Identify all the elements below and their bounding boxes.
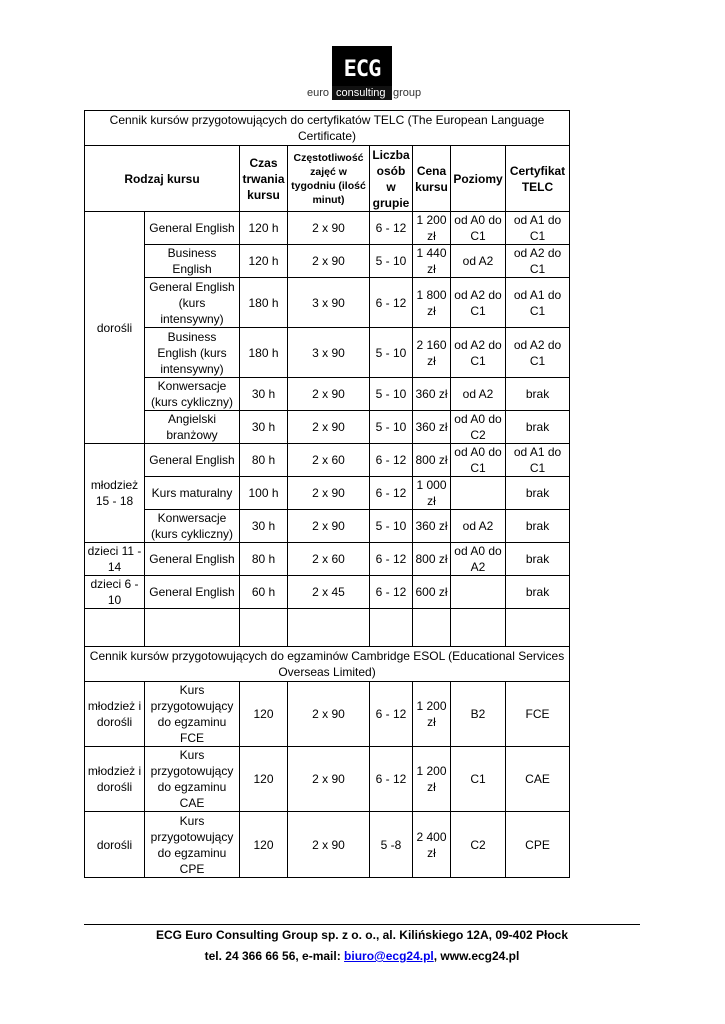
table-row <box>85 576 570 609</box>
table-row <box>85 747 570 812</box>
certificate-cell: od A1 do C1 <box>506 444 570 477</box>
course-name: Kurs przygotowujący do egzaminu CPE <box>145 812 240 878</box>
certificate-cell: brak <box>506 378 570 411</box>
group-children-11-14: dzieci 11 - 14 <box>85 543 145 576</box>
price-table <box>84 110 570 878</box>
footer-divider <box>84 924 640 925</box>
price-cell: 2 400 zł <box>413 812 451 878</box>
certificate-cell: brak <box>506 543 570 576</box>
group-youth: młodzież 15 - 18 <box>85 444 145 543</box>
header-duration: Czas trwania kursu <box>240 146 288 212</box>
price-cell: 360 zł <box>413 510 451 543</box>
table-row <box>85 378 570 411</box>
duration-cell: 180 h <box>240 328 288 378</box>
table-row <box>85 212 570 245</box>
header-levels: Poziomy <box>451 146 506 212</box>
frequency-cell: 3 x 90 <box>288 278 370 328</box>
course-name: Kurs maturalny <box>145 477 240 510</box>
group-size-cell: 5 - 10 <box>370 378 413 411</box>
certificate-cell: brak <box>506 576 570 609</box>
levels-cell: od A2 <box>451 245 506 278</box>
esol-section-title: Cennik kursów przygotowujących do egzaminów Cambridge ESOL (Educational Services Overseas Limited) <box>85 647 570 682</box>
duration-cell: 60 h <box>240 576 288 609</box>
price-cell: 1 440 zł <box>413 245 451 278</box>
table-row <box>85 411 570 444</box>
course-name: General English <box>145 543 240 576</box>
group-cell: młodzież i dorośli <box>85 747 145 812</box>
esol-title-row <box>85 647 570 682</box>
frequency-cell: 2 x 45 <box>288 576 370 609</box>
group-size-cell: 6 - 12 <box>370 576 413 609</box>
company-logo <box>306 46 422 106</box>
course-name: General English <box>145 212 240 245</box>
duration-cell: 30 h <box>240 510 288 543</box>
frequency-cell: 2 x 90 <box>288 477 370 510</box>
table-row <box>85 278 570 328</box>
price-cell: 800 zł <box>413 444 451 477</box>
price-cell: 1 200 zł <box>413 682 451 747</box>
price-cell: 1 200 zł <box>413 212 451 245</box>
group-size-cell: 6 - 12 <box>370 278 413 328</box>
levels-cell: od A0 do A2 <box>451 543 506 576</box>
header-group-size: Liczba osób w grupie <box>370 146 413 212</box>
course-name: Kurs przygotowujący do egzaminu FCE <box>145 682 240 747</box>
price-cell: 360 zł <box>413 378 451 411</box>
table-row <box>85 543 570 576</box>
table-row <box>85 444 570 477</box>
footer-contact <box>84 949 640 963</box>
duration-cell: 100 h <box>240 477 288 510</box>
duration-cell: 80 h <box>240 543 288 576</box>
price-cell: 600 zł <box>413 576 451 609</box>
course-name: General English <box>145 444 240 477</box>
telc-section-title: Cennik kursów przygotowujących do certyfikatów TELC (The European Language Certificate) <box>85 111 570 146</box>
course-name: Kurs przygotowujący do egzaminu CAE <box>145 747 240 812</box>
course-name: Business English (kurs intensywny) <box>145 328 240 378</box>
logo-word-euro: euro <box>307 87 330 99</box>
levels-cell: B2 <box>451 682 506 747</box>
levels-cell <box>451 477 506 510</box>
duration-cell: 120 <box>240 682 288 747</box>
duration-cell: 30 h <box>240 411 288 444</box>
frequency-cell: 2 x 90 <box>288 682 370 747</box>
frequency-cell: 2 x 90 <box>288 245 370 278</box>
certificate-cell: brak <box>506 510 570 543</box>
logo-mark: ECG <box>332 46 392 97</box>
frequency-cell: 2 x 90 <box>288 411 370 444</box>
logo-word-consulting: consulting <box>336 87 386 99</box>
frequency-cell: 2 x 60 <box>288 444 370 477</box>
levels-cell: od A2 do C1 <box>451 328 506 378</box>
group-size-cell: 6 - 12 <box>370 212 413 245</box>
email-link[interactable]: biuro@ecg24.pl <box>344 949 434 963</box>
certificate-cell: FCE <box>506 682 570 747</box>
footer-website: , www.ecg24.pl <box>433 949 520 963</box>
course-name: Konwersacje (kurs cykliczny) <box>145 378 240 411</box>
duration-cell: 120 h <box>240 245 288 278</box>
course-name: General English <box>145 576 240 609</box>
group-size-cell: 5 - 10 <box>370 328 413 378</box>
group-size-cell: 5 - 10 <box>370 245 413 278</box>
course-name: Angielski branżowy <box>145 411 240 444</box>
frequency-cell: 2 x 90 <box>288 212 370 245</box>
header-course-type: Rodzaj kursu <box>85 146 240 212</box>
header-frequency: Częstotliwość zajęć w tygodniu (ilość minut) <box>288 146 370 212</box>
duration-cell: 120 h <box>240 212 288 245</box>
telc-title-row <box>85 111 570 146</box>
levels-cell: od A2 <box>451 510 506 543</box>
group-size-cell: 6 - 12 <box>370 682 413 747</box>
levels-cell: od A2 <box>451 378 506 411</box>
course-name: Konwersacje (kurs cykliczny) <box>145 510 240 543</box>
price-cell: 1 800 zł <box>413 278 451 328</box>
certificate-cell: brak <box>506 477 570 510</box>
certificate-cell: od A1 do C1 <box>506 212 570 245</box>
certificate-cell: CPE <box>506 812 570 878</box>
group-cell: młodzież i dorośli <box>85 682 145 747</box>
levels-cell: od A0 do C2 <box>451 411 506 444</box>
price-cell: 1 000 zł <box>413 477 451 510</box>
group-adults: dorośli <box>85 212 145 444</box>
duration-cell: 120 <box>240 747 288 812</box>
certificate-cell: od A1 do C1 <box>506 278 570 328</box>
price-cell: 1 200 zł <box>413 747 451 812</box>
frequency-cell: 2 x 90 <box>288 510 370 543</box>
empty-row <box>85 609 570 647</box>
header-row <box>85 146 570 212</box>
group-size-cell: 5 - 10 <box>370 411 413 444</box>
levels-cell <box>451 576 506 609</box>
duration-cell: 80 h <box>240 444 288 477</box>
levels-cell: C2 <box>451 812 506 878</box>
frequency-cell: 3 x 90 <box>288 328 370 378</box>
certificate-cell: brak <box>506 411 570 444</box>
duration-cell: 120 <box>240 812 288 878</box>
frequency-cell: 2 x 90 <box>288 747 370 812</box>
price-cell: 800 zł <box>413 543 451 576</box>
header-certificate: Certyfikat TELC <box>506 146 570 212</box>
table-row <box>85 682 570 747</box>
levels-cell: od A2 do C1 <box>451 278 506 328</box>
price-cell: 360 zł <box>413 411 451 444</box>
duration-cell: 180 h <box>240 278 288 328</box>
group-size-cell: 6 - 12 <box>370 477 413 510</box>
table-row <box>85 245 570 278</box>
certificate-cell: od A2 do C1 <box>506 328 570 378</box>
footer-address: ECG Euro Consulting Group sp. z o. o., al. Kilińskiego 12A, 09-402 Płock <box>155 928 569 942</box>
table-row <box>85 510 570 543</box>
table-row <box>85 477 570 510</box>
group-children-6-10: dzieci 6 - 10 <box>85 576 145 609</box>
frequency-cell: 2 x 60 <box>288 543 370 576</box>
table-row <box>85 812 570 878</box>
duration-cell: 30 h <box>240 378 288 411</box>
course-name: Business English <box>145 245 240 278</box>
group-size-cell: 6 - 12 <box>370 444 413 477</box>
frequency-cell: 2 x 90 <box>288 812 370 878</box>
group-size-cell: 5 - 10 <box>370 510 413 543</box>
frequency-cell: 2 x 90 <box>288 378 370 411</box>
levels-cell: od A0 do C1 <box>451 212 506 245</box>
levels-cell: C1 <box>451 747 506 812</box>
course-name: General English (kurs intensywny) <box>145 278 240 328</box>
group-size-cell: 5 -8 <box>370 812 413 878</box>
table-row <box>85 328 570 378</box>
certificate-cell: od A2 do C1 <box>506 245 570 278</box>
certificate-cell: CAE <box>506 747 570 812</box>
levels-cell: od A0 do C1 <box>451 444 506 477</box>
header-price: Cena kursu <box>413 146 451 212</box>
footer-phone: tel. 24 366 66 56, e-mail: <box>204 949 345 963</box>
group-size-cell: 6 - 12 <box>370 747 413 812</box>
group-size-cell: 6 - 12 <box>370 543 413 576</box>
price-cell: 2 160 zł <box>413 328 451 378</box>
group-cell: dorośli <box>85 812 145 878</box>
logo-word-group: group <box>393 87 422 99</box>
